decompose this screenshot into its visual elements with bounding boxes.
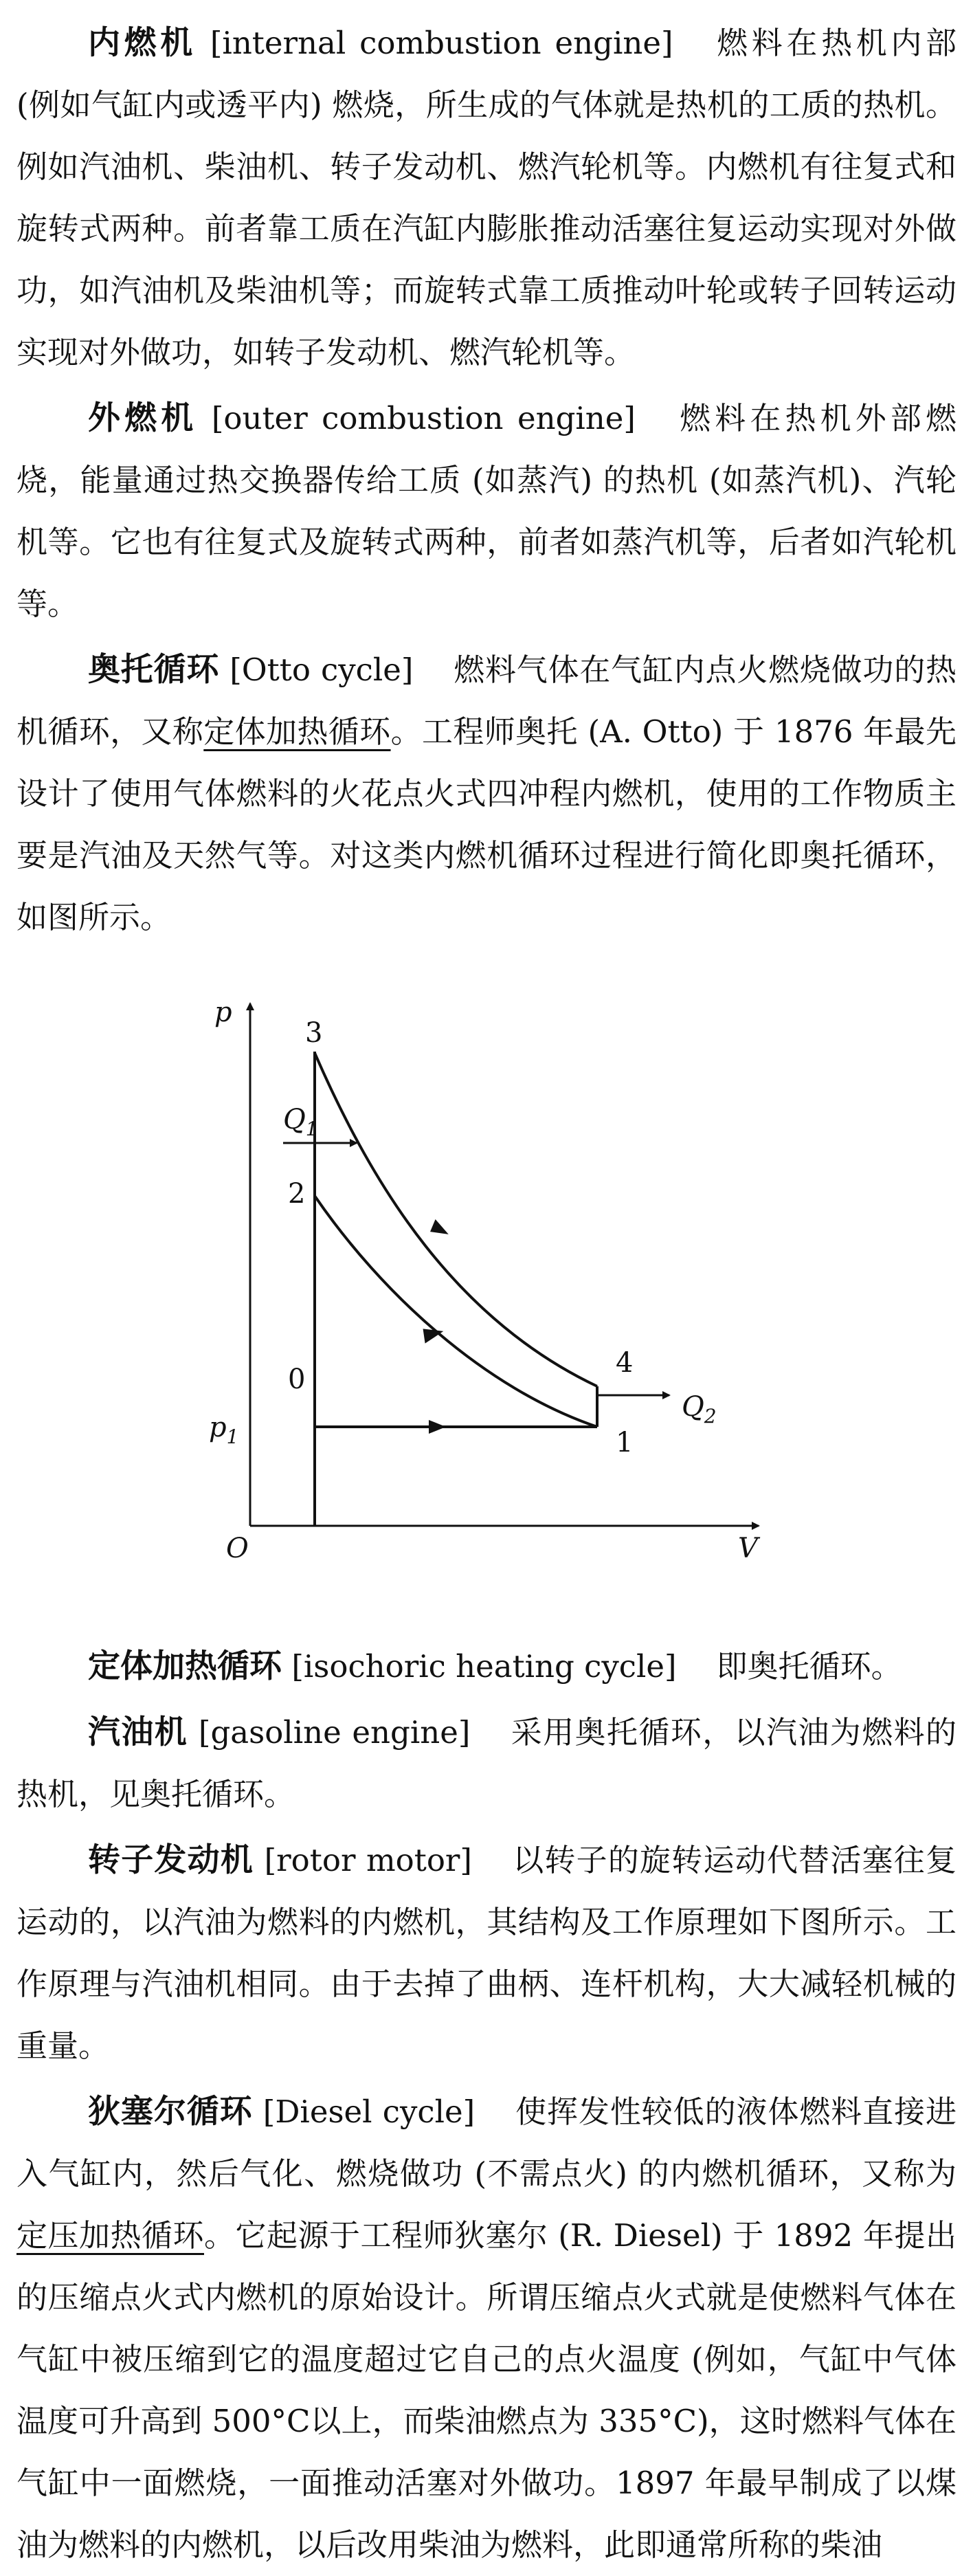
adiabat-1-2: [315, 1196, 597, 1427]
entry-tail: 。: [871, 1648, 902, 1685]
entry-body: 即: [716, 1648, 748, 1685]
heat-q1-label: $Q_1$: [283, 1104, 318, 1140]
entry-term: 外燃机: [88, 399, 198, 437]
pressure-p1-label: $p_1$: [209, 1412, 239, 1448]
entry-term: 定体加热循环: [88, 1647, 282, 1685]
point-label-0: 0: [288, 1364, 306, 1395]
cross-reference-link[interactable]: 定压加热循环: [16, 2217, 204, 2254]
entry-body: 以转子的旋转运动代替活塞往复运动的，以汽油为燃料的内燃机，其结构及工作原理如下图所示。工作原理与汽油机相同。由于去掉了曲柄、连杆机构，大大减轻机械的重量。: [16, 1842, 957, 2064]
entry-tail: 。: [264, 1776, 295, 1812]
axis-label-v: V: [738, 1533, 758, 1564]
direction-arrow: [418, 1320, 445, 1343]
entry-body: 燃料气体在气缸内点火燃烧做功的热机循环，又称: [16, 652, 957, 750]
entry-otto-cycle: [16, 639, 957, 948]
entry-outer-combustion-engine: [16, 388, 957, 635]
entry-diesel-cycle: [16, 2081, 957, 2576]
entry-english: [rotor motor]: [264, 1842, 472, 1878]
point-label-4: 4: [616, 1347, 634, 1379]
pv-diagram-svg: [16, 976, 957, 1636]
entry-term: 汽油机: [88, 1713, 188, 1751]
entry-gasoline-engine: [16, 1702, 957, 1825]
entry-english: [Otto cycle]: [230, 652, 414, 688]
heat-q2-label: $Q_2$: [682, 1391, 717, 1428]
entry-term: 奥托循环: [88, 651, 220, 689]
origin-label: O: [226, 1533, 249, 1564]
point-label-2: 2: [288, 1178, 306, 1210]
entry-english: [gasoline engine]: [198, 1714, 471, 1751]
entry-body: 燃料在热机外部燃烧，能量通过热交换器传给工质 (如蒸汽) 的热机 (如蒸汽机)、汽轮机等。它也有往复式及旋转式两种，前者如蒸汽机等，后者如汽轮机等。: [16, 400, 957, 622]
entry-body: 使挥发性较低的液体燃料直接进入气缸内，然后气化、燃烧做功 (不需点火) 的内燃机循环，又称为: [16, 2094, 957, 2192]
entry-term: 狄塞尔循环: [88, 2093, 253, 2131]
entry-term: 转子发动机: [88, 1841, 254, 1879]
cross-reference-link[interactable]: 奥托循环: [747, 1648, 871, 1685]
direction-arrow: [430, 1219, 450, 1234]
entry-rotor-motor: [16, 1830, 957, 2077]
entry-internal-combustion-engine: [16, 12, 957, 384]
entry-term: 内燃机: [88, 24, 197, 62]
entry-english: [outer combustion engine]: [211, 400, 636, 436]
entry-isochoric-heating-cycle: [16, 1636, 957, 1698]
entry-body-continued: 。它起源于工程师狄塞尔 (R. Diesel) 于 1892 年提出的压缩点火式内燃机的原始设计。所谓压缩点火式就是使燃料气体在气缸中被压缩到它的温度超过它自己的点火温度 (例如，气缸中气体温度可升高到 500°C以上，而柴油燃点为 335°C)，这时燃料气体在气缸中一面燃烧，一面推动活塞对外做功。1897 年最早制成了以煤油为燃料的内燃机，以后改用柴油为燃料，此即通常所称的柴油: [16, 2217, 957, 2563]
cross-reference-link[interactable]: 奥托循环: [140, 1776, 265, 1812]
direction-arrow: [429, 1420, 446, 1434]
otto-cycle-pv-diagram: [16, 976, 957, 1636]
axis-label-p: p: [214, 997, 232, 1028]
entry-english: [internal combustion engine]: [210, 25, 673, 61]
entry-english: [Diesel cycle]: [262, 2094, 476, 2130]
entry-body-continued: 。工程师奥托 (A. Otto) 于 1876 年最先设计了使用气体燃料的火花点火式四冲程内燃机，使用的工作物质主要是汽油及天然气等。对这类内燃机循环过程进行简化即奥托循环，如图所示。: [16, 713, 957, 935]
adiabat-3-4: [315, 1053, 597, 1386]
entry-body: 燃料在热机内部 (例如气缸内或透平内) 燃烧，所生成的气体就是热机的工质的热机。例如汽油机、柴油机、转子发动机、燃汽轮机等。内燃机有往复式和旋转式两种。前者靠工质在汽缸内膨胀推动活塞往复运动实现对外做功，如汽油机及柴油机等；而旋转式靠工质推动叶轮或转子回转运动实现对外做功，如转子发动机、燃汽轮机等。: [16, 25, 957, 370]
point-label-3: 3: [305, 1017, 323, 1049]
entry-english: [isochoric heating cycle]: [291, 1648, 677, 1685]
cross-reference-link[interactable]: 定体加热循环: [203, 713, 391, 750]
entry-body: 采用奥托循环，以汽油为燃料的热机，见: [16, 1714, 957, 1812]
point-label-1: 1: [616, 1427, 634, 1458]
